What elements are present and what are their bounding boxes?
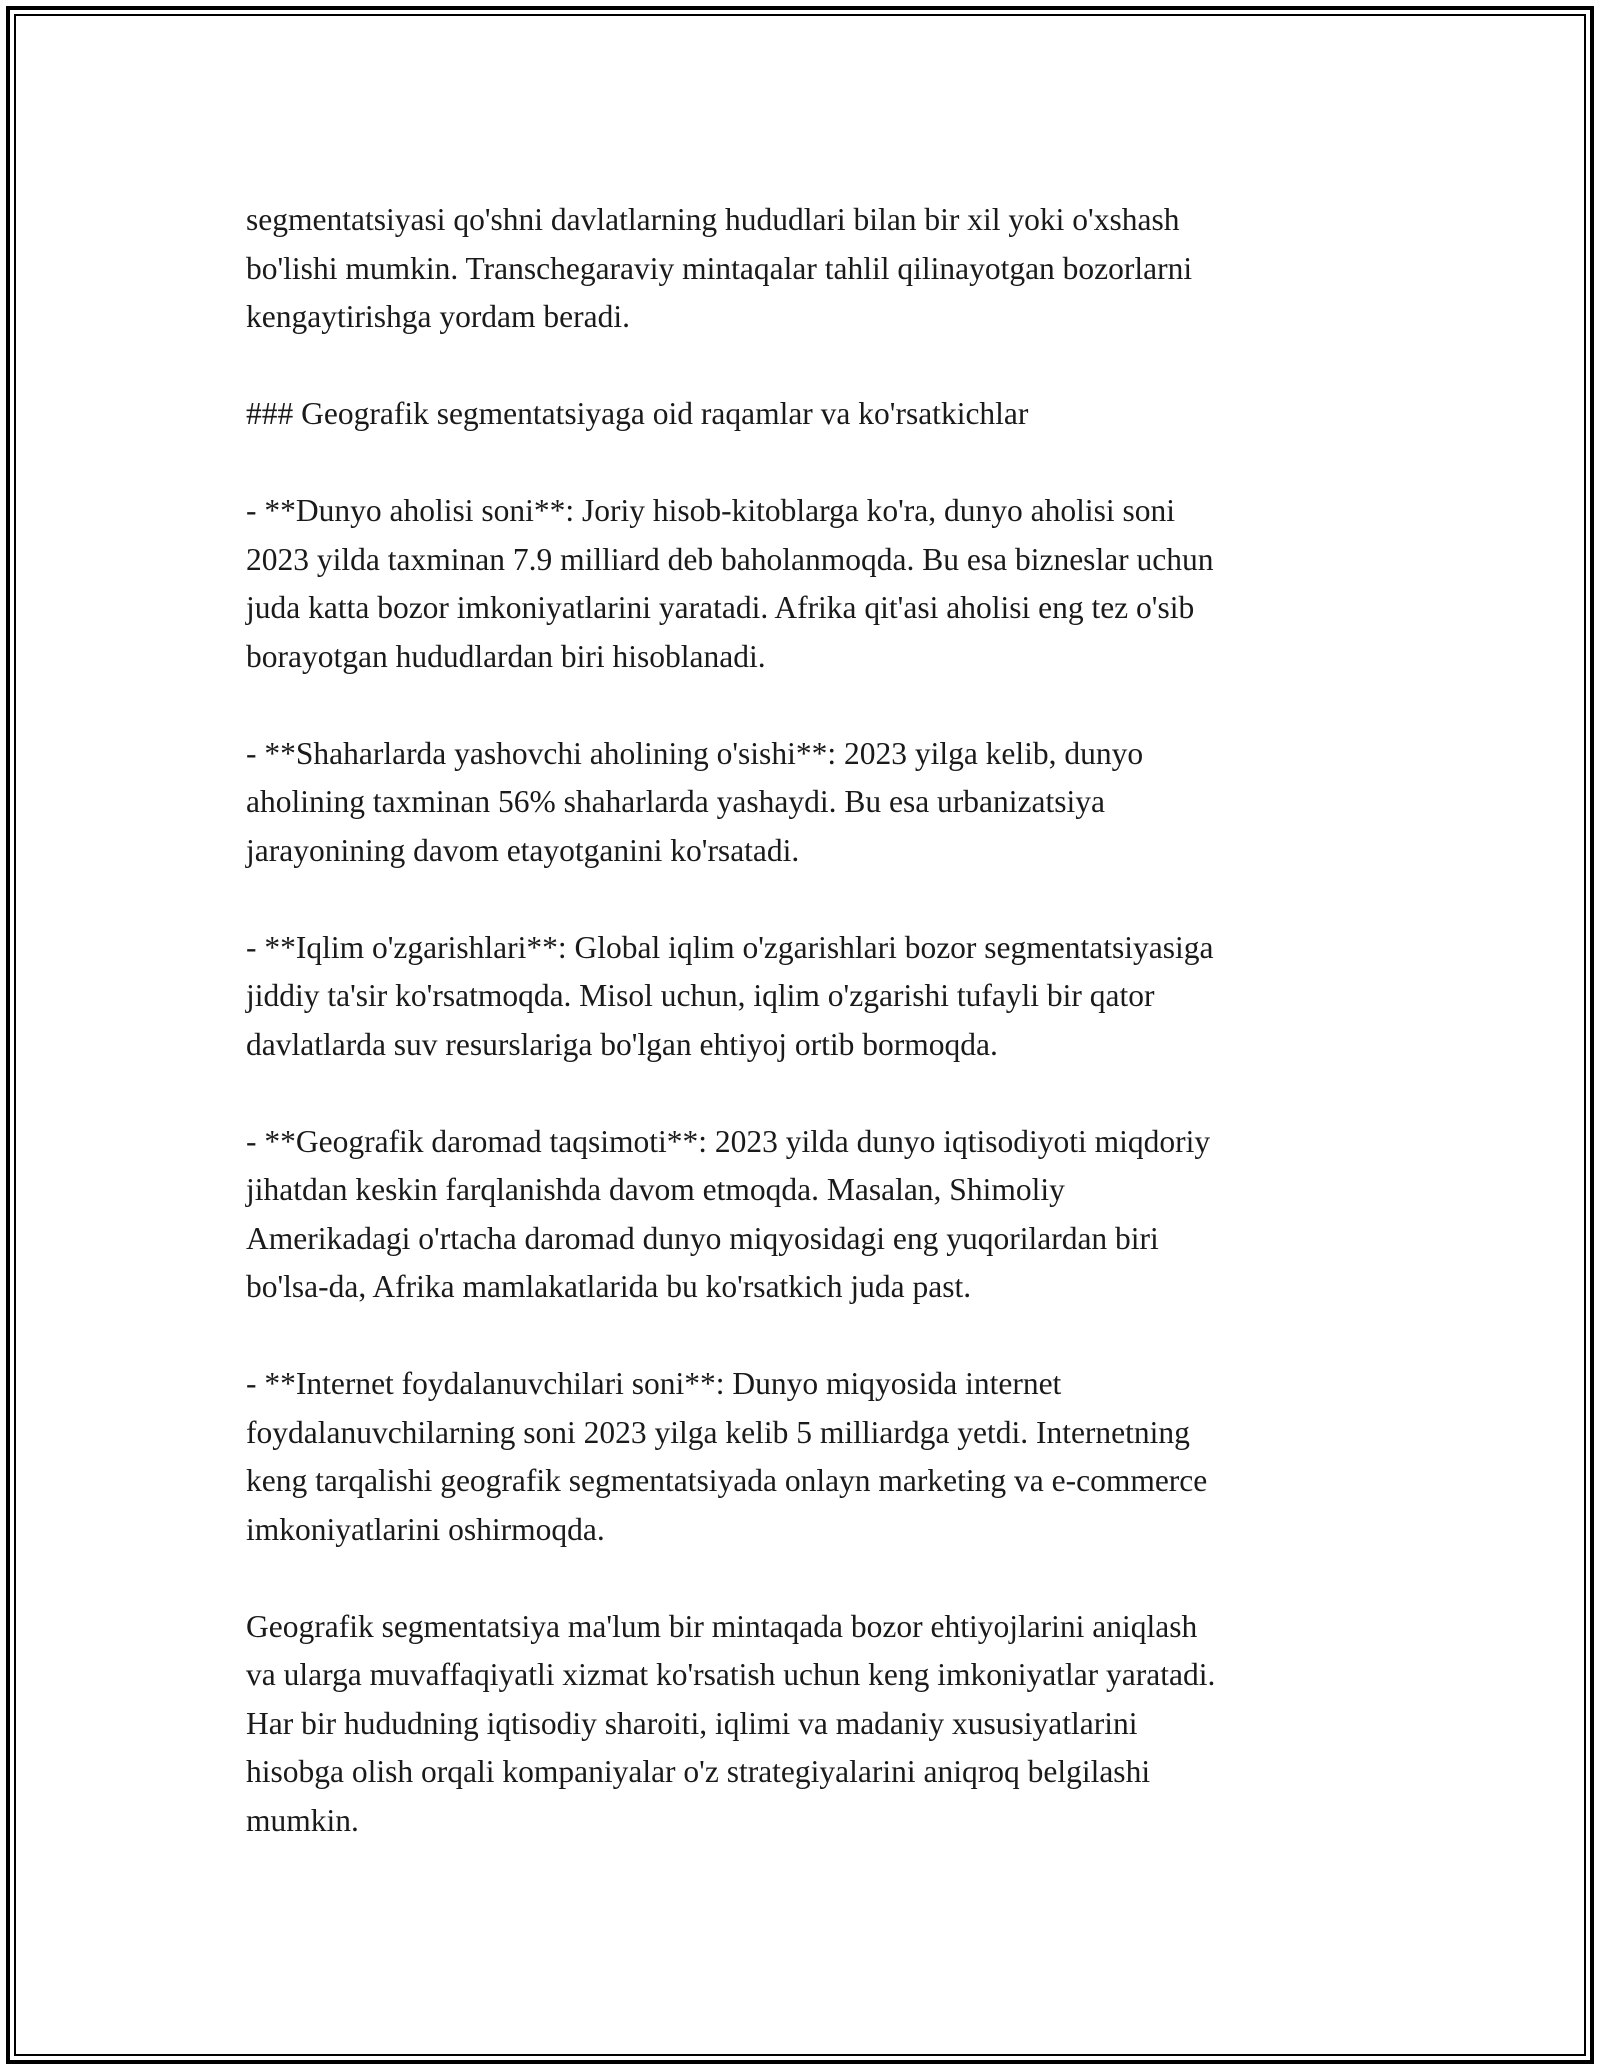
bullet-climate-change: - **Iqlim o'zgarishlari**: Global iqlim o'zgarishlari bozor segmentatsiyasiga jiddiy ta'sir ko'rsatmoqda. Misol uchun, iqlim o'zgarishi tufayli bir qator davlatlarda suv resurslariga bo'lgan ehtiyoj ortib bormoqda.	[246, 929, 1214, 1062]
paragraph-intro-continuation: segmentatsiyasi qo'shni davlatlarning hududlari bilan bir xil yoki o'xshash bo'lishi mumkin. Transchegaraviy mintaqalar tahlil qilinayotgan bozorlarni kengaytirishga yordam beradi.	[246, 202, 1193, 334]
bullet-urban-population: - **Shaharlarda yashovchi aholining o'sishi**: 2023 yilga kelib, dunyo aholining taxminan 56% shaharlarda yashaydi. Bu esa urbanizatsiya jarayonining davom etayotganini ko'rsatadi.	[246, 735, 1144, 868]
page-border	[6, 6, 1594, 2064]
paragraph-conclusion: Geografik segmentatsiya ma'lum bir mintaqada bozor ehtiyojlarini aniqlash va ularga muvaffaqiyatli xizmat ko'rsatish uchun keng imkoniyatlar yaratadi. Har bir hududning iqtisodiy sharoiti, iqlimi va madaniy xususiyatlarini hisobga olish orqali kompaniyalar o'z strategiyalarini aniqroq belgilashi mumkin.	[246, 1608, 1216, 1838]
bullet-income-distribution: - **Geografik daromad taqsimoti**: 2023 yilda dunyo iqtisodiyoti miqdoriy jihatdan keskin farqlanishda davom etmoqda. Masalan, Shimoliy Amerikadagi o'rtacha daromad dunyo miqyosidagi eng yuqorilardan biri bo'lsa-da, Afrika mamlakatlarida bu ko'rsatkich juda past.	[246, 1123, 1211, 1304]
bullet-internet-users: - **Internet foydalanuvchilari soni**: Dunyo miqyosida internet foydalanuvchilarning soni 2023 yilga kelib 5 milliardga yetdi. Internetning keng tarqalishi geografik segmentatsiyada onlayn marketing va e-commerce imkoniyatlarini oshirmoqda.	[246, 1366, 1208, 1547]
section-heading: ### Geografik segmentatsiyaga oid raqamlar va ko'rsatkichlar	[246, 396, 1029, 431]
document-body	[246, 196, 1386, 1845]
bullet-world-population: - **Dunyo aholisi soni**: Joriy hisob-kitoblarga ko'ra, dunyo aholisi soni 2023 yilda taxminan 7.9 milliard deb baholanmoqda. Bu esa bizneslar uchun juda katta bozor imkoniyatlarini yaratadi. Afrika qit'asi aholisi eng tez o'sib borayotgan hududlardan biri hisoblanadi.	[246, 493, 1214, 674]
